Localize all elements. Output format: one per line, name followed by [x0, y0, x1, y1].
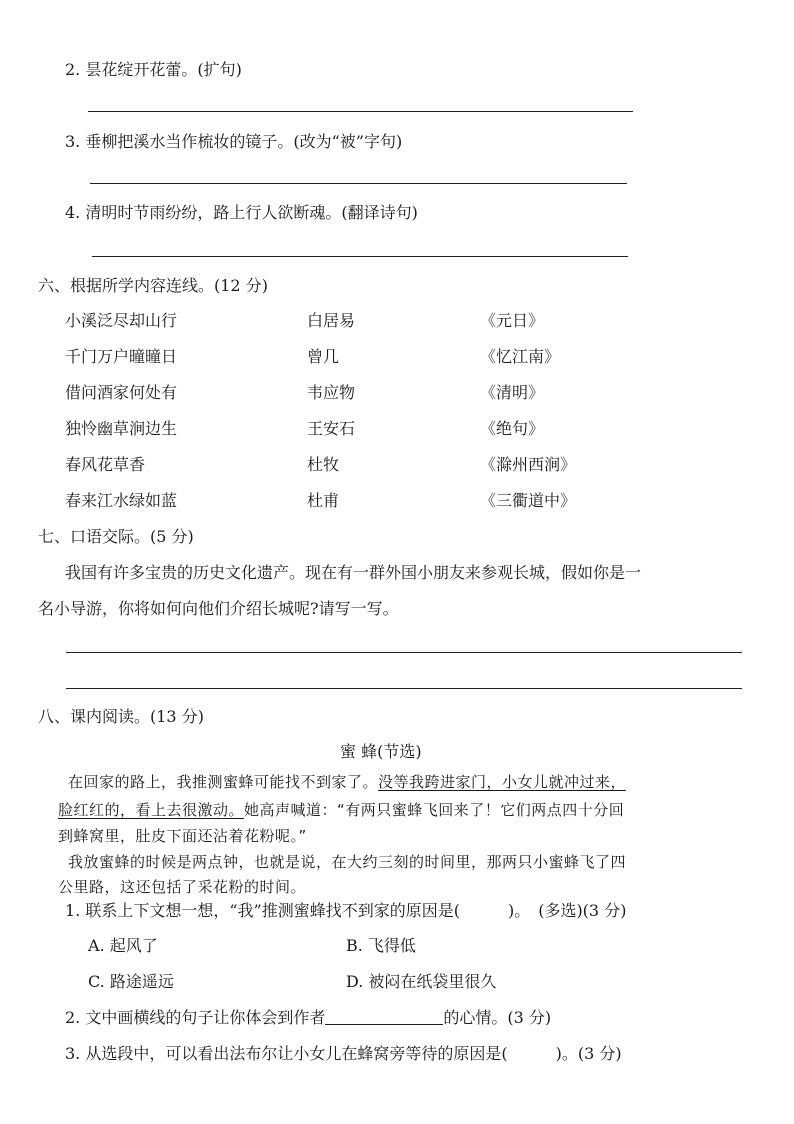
answer-line-5-4[interactable]	[92, 256, 628, 257]
poem-line[interactable]: 春风花草香	[65, 455, 146, 474]
option-b[interactable]: B. 飞得低	[346, 936, 416, 955]
passage-p2-line1: 我放蜜蜂的时候是两点钟，也就是说，在大约三刻的时间里，那两只小蜜蜂飞了四	[68, 853, 627, 871]
poem-title[interactable]: 《滁州西涧》	[480, 455, 577, 474]
poem-title[interactable]: 《元日》	[480, 311, 545, 330]
question-5-3: 3. 垂柳把溪水当作梳妆的镜子。(改为“被”字句)	[65, 132, 403, 151]
poem-line[interactable]: 独怜幽草涧边生	[65, 419, 178, 438]
poem-line[interactable]: 春来江水绿如蓝	[65, 491, 178, 510]
option-d[interactable]: D. 被闷在纸袋里很久	[346, 972, 497, 991]
question-8-1: 1. 联系上下文想一想，“我”推测蜜蜂找不到家的原因是( )。 (多选)(3 分)	[65, 901, 627, 920]
poem-line[interactable]: 小溪泛尽却山行	[65, 311, 178, 330]
answer-blank-8-2[interactable]	[325, 1008, 443, 1025]
poem-title[interactable]: 《清明》	[480, 383, 545, 402]
option-c[interactable]: C. 路途遥远	[88, 972, 174, 991]
section-8-title: 八、课内阅读。(13 分)	[38, 707, 204, 726]
passage-p2-line2: 公里路，这还包括了采花粉的时间。	[58, 878, 307, 896]
underlined-sentence-part-a: 没等我跨进家门，小女儿就冲过来，	[378, 773, 627, 791]
passage-p1-line2	[58, 800, 624, 820]
section-7-title: 七、口语交际。(5 分)	[38, 527, 194, 546]
poem-title[interactable]: 《忆江南》	[480, 347, 561, 366]
poet-name[interactable]: 王安石	[307, 419, 356, 438]
answer-line-5-3[interactable]	[90, 183, 627, 184]
section-7-prompt-line1: 我国有许多宝贵的历史文化遗产。现在有一群外国小朋友来参观长城，假如你是一	[65, 563, 642, 582]
section-7-prompt-line2: 名小导游，你将如何向他们介绍长城呢?请写一写。	[38, 599, 399, 618]
question-8-2	[65, 1008, 551, 1028]
poem-line[interactable]: 借问酒家何处有	[65, 383, 178, 402]
underlined-sentence-part-b: 脸红红的，看上去很激动。	[58, 801, 245, 819]
passage-p1-line1	[68, 772, 626, 792]
passage-p1-line3: 到蜂窝里，肚皮下面还沾着花粉呢。”	[58, 827, 307, 845]
question-8-2-after: 的心情。(3 分)	[443, 1008, 552, 1027]
passage-p1-plain: 在回家的路上，我推测蜜蜂可能找不到家了。	[68, 773, 379, 791]
passage-title: 蜜 蜂(节选)	[340, 742, 422, 761]
answer-line-5-2[interactable]	[88, 111, 633, 112]
poet-name[interactable]: 杜牧	[307, 455, 340, 474]
poet-name[interactable]: 韦应物	[307, 383, 356, 402]
poet-name[interactable]: 白居易	[307, 311, 356, 330]
poem-title[interactable]: 《三衢道中》	[480, 491, 577, 510]
question-5-2: 2. 昙花绽开花蕾。(扩句)	[65, 60, 242, 79]
question-5-4: 4. 清明时节雨纷纷，路上行人欲断魂。(翻译诗句)	[65, 203, 418, 222]
answer-line-7-1[interactable]	[66, 652, 742, 653]
option-a[interactable]: A. 起风了	[88, 936, 158, 955]
answer-line-7-2[interactable]	[66, 688, 742, 689]
poem-line[interactable]: 千门万户曈曈日	[65, 347, 178, 366]
poet-name[interactable]: 曾几	[307, 347, 340, 366]
question-8-3: 3. 从选段中，可以看出法布尔让小女儿在蜂窝旁等待的原因是( )。(3 分)	[65, 1044, 622, 1063]
poem-title[interactable]: 《绝句》	[480, 419, 545, 438]
question-8-2-before: 2. 文中画横线的句子让你体会到作者	[65, 1008, 326, 1027]
poet-name[interactable]: 杜甫	[307, 491, 340, 510]
passage-p1-rest: 她高声喊道：“有两只蜜蜂飞回来了！它们两点四十分回	[244, 801, 625, 819]
section-6-title: 六、根据所学内容连线。(12 分)	[38, 276, 268, 295]
